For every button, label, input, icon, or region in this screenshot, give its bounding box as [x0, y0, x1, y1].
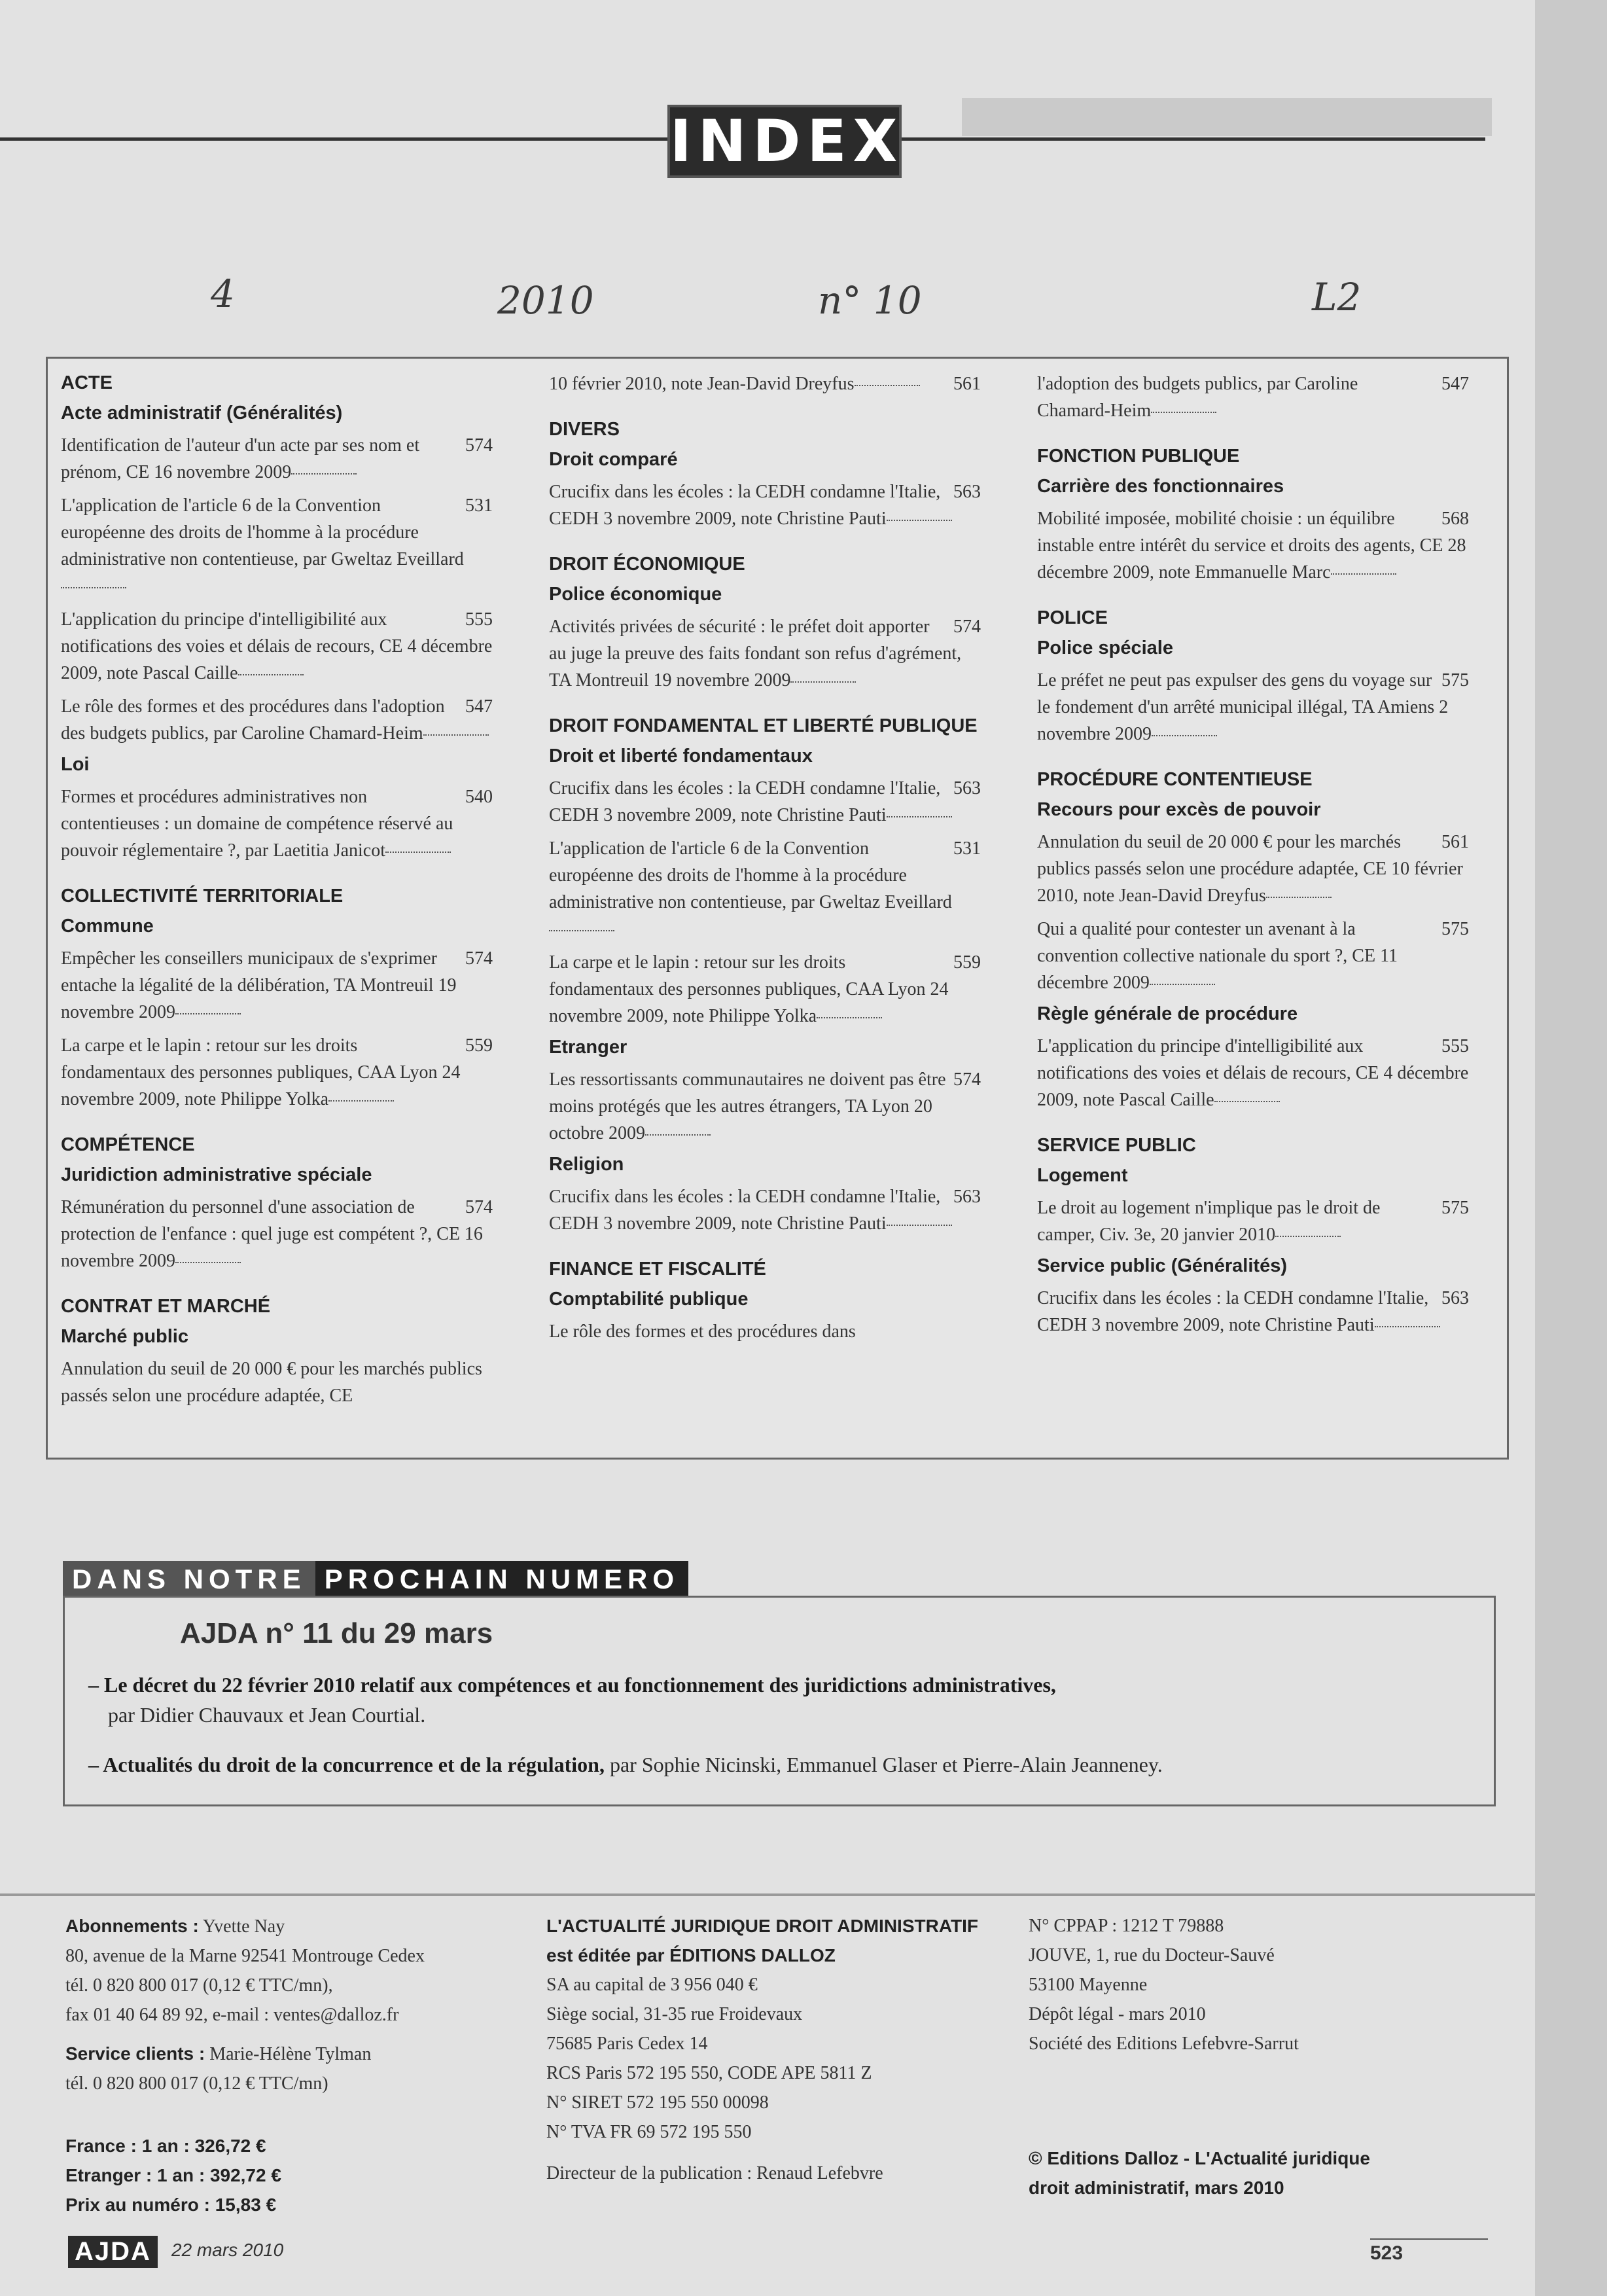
abonnements-label: Abonnements :: [65, 1916, 199, 1936]
next-issue-item-1: [88, 1670, 1056, 1730]
index-section-heading: SERVICE PUBLIC: [1037, 1135, 1196, 1156]
publisher-siege: Siège social, 31-35 rue Froidevaux: [546, 2004, 803, 2024]
index-section-heading: COMPÉTENCE: [61, 1134, 195, 1155]
dot-leader: [855, 385, 920, 386]
publisher-siret: N° SIRET 572 195 550 00098: [546, 2092, 769, 2113]
index-entry-text: Annulation du seuil de 20 000 € pour les marchés publics passés selon une procédure adaptée, CE: [61, 1359, 482, 1406]
next-issue-title: AJDA n° 11 du 29 mars: [180, 1617, 493, 1649]
index-entry-page: 555: [465, 609, 493, 630]
index-entry-page: 531: [953, 838, 981, 859]
index-entry-page: 540: [465, 787, 493, 807]
dot-leader: [175, 1013, 241, 1014]
footer-publisher: [546, 1911, 1017, 2188]
dot-leader: [887, 520, 952, 521]
index-entry-text: L'application de l'article 6 de la Convention européenne des droits de l'homme à la procédure administrative non contentieuse, par Gweltaz Eveillard: [61, 495, 464, 569]
index-entry-text: La carpe et le lapin : retour sur les droits fondamentaux des personnes publiques, CAA Lyon 24 novembre 2009, note Philippe Yolka: [61, 1035, 461, 1109]
service-label: Service clients :: [65, 2043, 205, 2064]
index-entry-page: 559: [953, 952, 981, 973]
next-issue-item-1-title: – Le décret du 22 février 2010 relatif aux compétences et au fonctionnement des juridictions administratives,: [88, 1673, 1056, 1696]
index-section-heading: FINANCE ET FISCALITÉ: [549, 1259, 766, 1280]
index-entry-text: Le préfet ne peut pas expulser des gens du voyage sur le fondement d'un arrêté municipal illégal, TA Amiens 2 novembre 2009: [1037, 670, 1449, 744]
index-entry: [61, 783, 493, 864]
index-entry-page: 531: [465, 495, 493, 516]
index-entry: [1037, 667, 1469, 747]
index-entry-page: 574: [465, 1197, 493, 1217]
index-subsection-heading: Droit comparé: [549, 449, 678, 470]
index-subsection-heading: Police économique: [549, 584, 722, 605]
index-entry-page: 547: [465, 696, 493, 717]
footer-subscriptions: [65, 1911, 537, 2219]
abonnements-address: 80, avenue de la Marne 92541 Montrouge Cedex: [65, 1946, 425, 1966]
abonnements-name: Yvette Nay: [202, 1916, 285, 1937]
index-subsection-heading: Droit et liberté fondamentaux: [549, 745, 813, 766]
index-entry-text: Rémunération du personnel d'une association de protection de l'enfance : quel juge est compétent ?, CE 16 novembre 2009: [61, 1197, 483, 1271]
dot-leader: [1152, 735, 1217, 736]
index-subsection-heading: Comptabilité publique: [549, 1289, 749, 1310]
index-subsection-heading: Service public (Généralités): [1037, 1255, 1287, 1276]
index-entry-page: 555: [1441, 1036, 1469, 1056]
index-entry-text: l'adoption des budgets publics, par Caroline Chamard-Heim: [1037, 374, 1358, 421]
index-entry-text: Crucifix dans les écoles : la CEDH condamne l'Italie, CEDH 3 novembre 2009, note Christine Pauti: [549, 1187, 941, 1234]
index-entry: [61, 432, 493, 486]
publisher-capital: SA au capital de 3 956 040 €: [546, 1975, 758, 1995]
index-subsection-heading: Recours pour excès de pouvoir: [1037, 799, 1321, 820]
publisher-directeur: Directeur de la publication : Renaud Lefebvre: [546, 2163, 883, 2183]
index-entry-page: 547: [1441, 374, 1469, 394]
index-entry-text: Formes et procédures administratives non contentieuses : un domaine de compétence réservé au pouvoir réglementaire ?, par Laetitia Janicot: [61, 787, 453, 861]
index-entry: [61, 1355, 493, 1409]
dot-leader: [61, 587, 126, 588]
dot-leader: [1214, 1101, 1280, 1102]
index-entry-text: Empêcher les conseillers municipaux de s'exprimer entache la légalité de la délibération, TA Montreuil 19 novembre 2009: [61, 948, 457, 1022]
price-etranger: Etranger : 1 an : 392,72 €: [65, 2165, 281, 2185]
index-entry: [1037, 916, 1469, 996]
index-entry-text: Le droit au logement n'implique pas le droit de camper, Civ. 3e, 20 janvier 2010: [1037, 1198, 1381, 1245]
service-name: Marie-Hélène Tylman: [209, 2044, 372, 2064]
dot-leader: [887, 816, 952, 817]
index-entry-page: 574: [953, 1069, 981, 1090]
dot-leader: [175, 1262, 241, 1263]
legal-depot: Dépôt légal - mars 2010: [1029, 2004, 1206, 2024]
index-entry: [549, 478, 981, 532]
publisher-line1: L'ACTUALITÉ JURIDIQUE DROIT ADMINISTRATIF: [546, 1916, 978, 1936]
dot-leader: [423, 734, 489, 736]
index-entry-text: Qui a qualité pour contester un avenant à la convention collective nationale du sport ?, CE 11 décembre 2009: [1037, 919, 1398, 993]
dot-leader: [385, 852, 451, 853]
publisher-line2: est éditée par ÉDITIONS DALLOZ: [546, 1945, 836, 1965]
footer-legal: [1029, 1911, 1487, 2202]
index-entry: [549, 775, 981, 829]
index-entry-page: 563: [1441, 1288, 1469, 1308]
index-entry: [549, 949, 981, 1030]
next-issue-tab-b: PROCHAIN NUMERO: [315, 1561, 688, 1598]
index-entry: [549, 1183, 981, 1237]
title-rule-left: [0, 137, 669, 141]
index-entry-text: Crucifix dans les écoles : la CEDH condamne l'Italie, CEDH 3 novembre 2009, note Christine Pauti: [1037, 1288, 1429, 1335]
index-box: [46, 357, 1509, 1460]
index-entry: [61, 606, 493, 687]
index-section-heading: COLLECTIVITÉ TERRITORIALE: [61, 886, 344, 906]
index-entry: [61, 1194, 493, 1274]
index-entry-text: Annulation du seuil de 20 000 € pour les marchés publics passés selon une procédure adaptée, CE 10 février 2010, note Jean-David Dreyfus: [1037, 832, 1463, 906]
page-number: 523: [1370, 2238, 1488, 2265]
service-tel: tél. 0 820 800 017 (0,12 € TTC/mn): [65, 2073, 328, 2094]
index-entry: [1037, 829, 1469, 909]
issue-date: 22 mars 2010: [171, 2240, 284, 2260]
copyright-line1: © Editions Dalloz - L'Actualité juridique: [1029, 2148, 1370, 2168]
next-issue-tab: [63, 1561, 688, 1598]
index-section-heading: POLICE: [1037, 607, 1108, 628]
next-issue-tab-a: DANS NOTRE: [63, 1561, 315, 1598]
dot-leader: [328, 1100, 394, 1102]
index-entry-text: Crucifix dans les écoles : la CEDH condamne l'Italie, CEDH 3 novembre 2009, note Christine Pauti: [549, 778, 941, 825]
abonnements-fax: fax 01 40 64 89 92, e-mail : ventes@dalloz.fr: [65, 2005, 399, 2025]
dot-leader: [1151, 412, 1216, 413]
index-entry-text: Identification de l'auteur d'un acte par ses nom et prénom, CE 16 novembre 2009: [61, 435, 420, 482]
abonnements-tel: tél. 0 820 800 017 (0,12 € TTC/mn),: [65, 1975, 333, 1996]
index-entry-text: Le rôle des formes et des procédures dans: [549, 1321, 856, 1342]
price-numero: Prix au numéro : 15,83 €: [65, 2195, 277, 2215]
index-entry-page: 563: [953, 482, 981, 502]
dot-leader: [1375, 1326, 1440, 1327]
next-issue-item-2-title: – Actualités du droit de la concurrence et de la régulation,: [88, 1753, 605, 1776]
legal-cppap: N° CPPAP : 1212 T 79888: [1029, 1916, 1224, 1936]
dot-leader: [645, 1134, 711, 1136]
legal-societe: Société des Editions Lefebvre-Sarrut: [1029, 2034, 1299, 2054]
index-column-2: [549, 370, 981, 1345]
index-entry-page: 574: [465, 435, 493, 456]
publisher-rcs: RCS Paris 572 195 550, CODE APE 5811 Z: [546, 2063, 872, 2083]
index-subsection-heading: Police spéciale: [1037, 637, 1173, 658]
index-entry-page: 575: [1441, 919, 1469, 939]
handwritten-note-4: L2: [1312, 275, 1362, 319]
next-issue-item-2-authors: par Sophie Nicinski, Emmanuel Glaser et Pierre-Alain Jeanneney.: [609, 1753, 1163, 1776]
index-entry-text: L'application du principe d'intelligibilité aux notifications des voies et délais de recours, CE 4 décembre 2009, note Pascal Caille: [61, 609, 493, 683]
index-entry: [549, 835, 981, 942]
dot-leader: [1331, 573, 1396, 575]
ajda-logo: AJDA: [68, 2236, 158, 2268]
index-entry-text: 10 février 2010, note Jean-David Dreyfus: [549, 374, 855, 394]
index-subsection-heading: Loi: [61, 754, 90, 775]
index-entry-text: La carpe et le lapin : retour sur les droits fondamentaux des personnes publiques, CAA Lyon 24 novembre 2009, note Philippe Yolka: [549, 952, 949, 1026]
index-subsection-heading: Juridiction administrative spéciale: [61, 1164, 372, 1185]
index-entry: [61, 945, 493, 1026]
bleed-through-header: [962, 98, 1492, 136]
title-rule-right: [896, 137, 1485, 141]
index-entry-text: Crucifix dans les écoles : la CEDH condamne l'Italie, CEDH 3 novembre 2009, note Christine Pauti: [549, 482, 941, 529]
dot-leader: [1275, 1236, 1341, 1237]
handwritten-note-3: n° 10: [818, 278, 922, 323]
publisher-city: 75685 Paris Cedex 14: [546, 2034, 708, 2054]
index-section-heading: DROIT ÉCONOMIQUE: [549, 554, 745, 575]
index-entry-page: 563: [953, 1187, 981, 1207]
legal-printer-city: 53100 Mayenne: [1029, 1975, 1148, 1995]
index-subsection-heading: Commune: [61, 916, 154, 937]
index-entry-page: 574: [465, 948, 493, 969]
index-entry-page: 574: [953, 617, 981, 637]
dot-leader: [291, 473, 357, 475]
index-subsection-heading: Logement: [1037, 1165, 1128, 1186]
index-entry-page: 563: [953, 778, 981, 798]
index-section-heading: ACTE: [61, 372, 113, 393]
index-entry: [1037, 1194, 1469, 1248]
index-subsection-heading: Etranger: [549, 1037, 627, 1058]
index-entry-text: Mobilité imposée, mobilité choisie : un équilibre instable entre intérêt du service et droits des agents, CE 28 décembre 2009, note Emmanuelle Marc: [1037, 509, 1466, 583]
index-entry: [1037, 1285, 1469, 1338]
index-subsection-heading: Acte administratif (Généralités): [61, 403, 343, 423]
index-section-heading: DIVERS: [549, 419, 620, 440]
handwritten-note-1: 4: [211, 272, 235, 316]
index-entry-page: 575: [1441, 1198, 1469, 1218]
page-edge: [1535, 0, 1607, 2296]
next-issue-box: [63, 1596, 1496, 1806]
index-subsection-heading: Règle générale de procédure: [1037, 1003, 1298, 1024]
index-entry-text: L'application du principe d'intelligibilité aux notifications des voies et délais de recours, CE 4 décembre 2009, note Pascal Caille: [1037, 1036, 1469, 1110]
publisher-tva: N° TVA FR 69 572 195 550: [546, 2122, 752, 2142]
copyright-line2: droit administratif, mars 2010: [1029, 2178, 1284, 2198]
handwritten-note-2: 2010: [497, 278, 594, 323]
next-issue-item-1-authors: par Didier Chauvaux et Jean Courtial.: [108, 1703, 426, 1727]
index-entry-page: 575: [1441, 670, 1469, 691]
index-entry: [1037, 1033, 1469, 1113]
dot-leader: [1266, 897, 1332, 898]
index-entry-page: 561: [1441, 832, 1469, 852]
index-subsection-heading: Religion: [549, 1154, 624, 1175]
index-entry-text: Les ressortissants communautaires ne doivent pas être moins protégés que les autres étrangers, TA Lyon 20 octobre 2009: [549, 1069, 946, 1143]
dot-leader: [238, 674, 304, 675]
index-entry: [61, 1032, 493, 1113]
index-entry: [1037, 370, 1469, 424]
footer-rule: [0, 1893, 1535, 1896]
index-entry-page: 561: [953, 374, 981, 394]
dot-leader: [817, 1017, 882, 1018]
price-france: France : 1 an : 326,72 €: [65, 2136, 266, 2156]
dot-leader: [790, 681, 856, 683]
index-entry-text: Activités privées de sécurité : le préfet doit apporter au juge la preuve des faits fondant son refus d'agrément, TA Montreuil 19 novembre 2009: [549, 617, 962, 691]
next-issue-item-2: [88, 1749, 1163, 1780]
index-subsection-heading: Carrière des fonctionnaires: [1037, 476, 1284, 497]
index-entry-text: L'application de l'article 6 de la Convention européenne des droits de l'homme à la procédure administrative non contentieuse, par Gweltaz Eveillard: [549, 838, 952, 912]
index-entry: [549, 613, 981, 694]
index-entry: [61, 693, 493, 747]
index-subsection-heading: Marché public: [61, 1326, 188, 1347]
dot-leader: [549, 930, 614, 931]
page-title: INDEX: [667, 105, 902, 178]
index-column-3: [1037, 370, 1469, 1338]
index-section-heading: DROIT FONDAMENTAL ET LIBERTÉ PUBLIQUE: [549, 715, 978, 736]
dot-leader: [887, 1225, 952, 1226]
index-entry-page: 559: [465, 1035, 493, 1056]
index-entry: [1037, 505, 1469, 586]
index-column-1: [61, 370, 493, 1409]
index-section-heading: PROCÉDURE CONTENTIEUSE: [1037, 769, 1313, 790]
dot-leader: [1150, 984, 1215, 985]
index-entry: [549, 1318, 981, 1345]
index-section-heading: CONTRAT ET MARCHÉ: [61, 1296, 271, 1317]
index-entry: [549, 370, 981, 397]
index-entry: [549, 1066, 981, 1147]
legal-printer: JOUVE, 1, rue du Docteur-Sauvé: [1029, 1945, 1275, 1965]
index-section-heading: FONCTION PUBLIQUE: [1037, 446, 1240, 467]
index-entry-text: Le rôle des formes et des procédures dans l'adoption des budgets publics, par Caroline Chamard-Heim: [61, 696, 445, 744]
index-entry-page: 568: [1441, 509, 1469, 529]
index-entry: [61, 492, 493, 600]
